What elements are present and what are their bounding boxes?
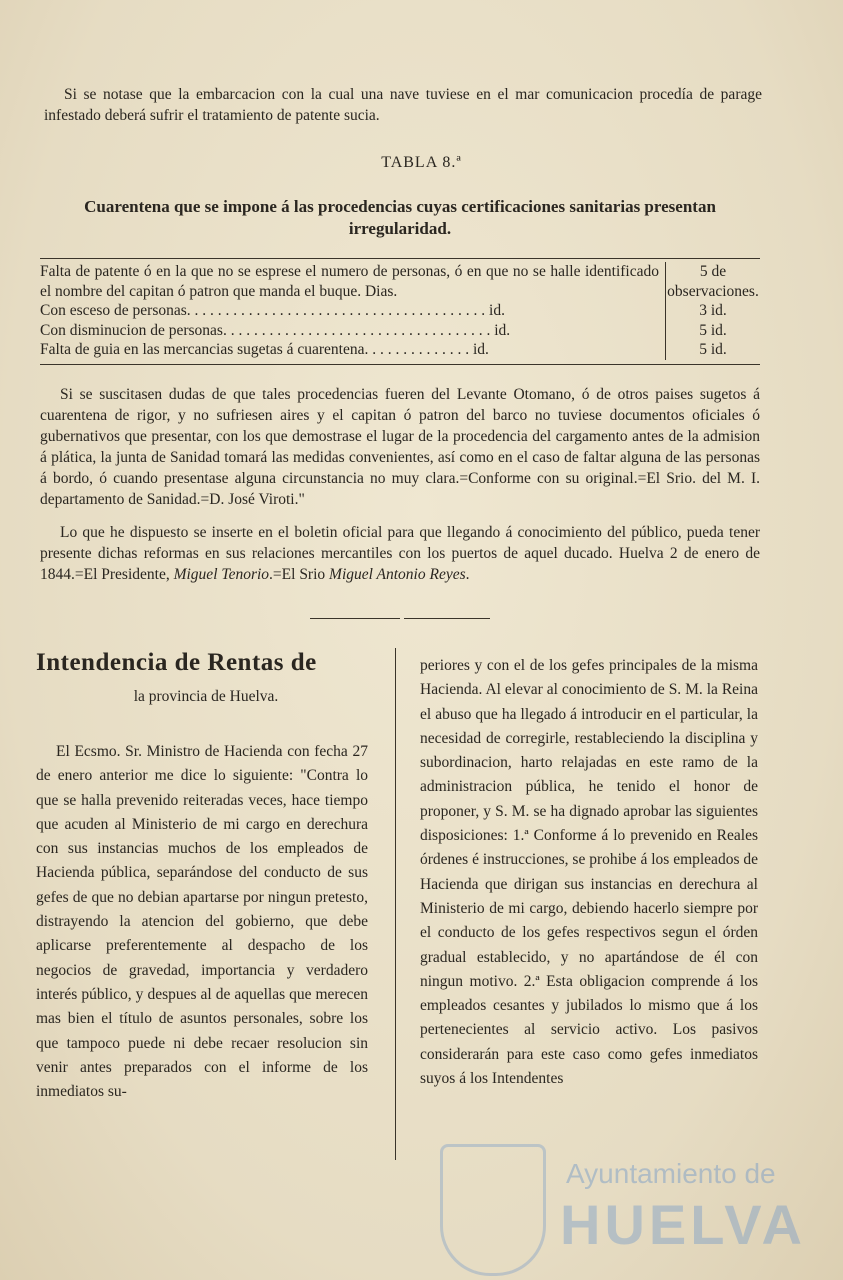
p2-mid: .=El Srio xyxy=(269,566,330,583)
president-name: Miguel Tenorio xyxy=(173,566,270,583)
row-value: 5 de observaciones. xyxy=(667,263,759,300)
table-row xyxy=(40,340,760,360)
secretary-name: Miguel Antonio Reyes xyxy=(329,566,466,583)
coat-of-arms-icon xyxy=(440,1144,546,1276)
body-paragraph-1: Si se suscitasen dudas de que tales procedencias fueren del Levante Otomano, ó de otros paises sugetos á cuarentena de rigor, y no sufriesen aires y el capitan ó patron del barco no tuviese documentos oficiales ó gubernativos que presentar, con los que demostrase el lugar de la procedencia del cargamento antes de la admision á plática, la junta de Sanidad tomará las medidas convenientes, así como en el caso de faltar alguna de las personas á bordo, ó cuando presentase alguna circunstancia no muy clara.=Conforme con su original.=El Srio. del M. I. departamento de Sanidad.=D. José Viroti." xyxy=(40,386,760,508)
row-value: 5 id. xyxy=(666,340,761,360)
row-value: 3 id. xyxy=(666,301,761,321)
watermark-line2: HUELVA xyxy=(560,1193,806,1256)
table-row xyxy=(40,301,760,321)
table-bottom-rule xyxy=(40,364,760,365)
watermark-line1: Ayuntamiento de xyxy=(566,1158,776,1189)
body-paragraph-2 xyxy=(40,522,760,585)
section-divider-right xyxy=(404,618,490,619)
intro-paragraph: Si se notase que la embarcacion con la cual una nave tuviese en el mar comunicacion procedía de parage infestado deberá sufrir el tratamiento de patente sucia. xyxy=(44,86,762,124)
row-description: Con esceso de personas. . . . . . . . . . . . . . . . . . . . . . . . . . . . . . . . . . . . . . . id. xyxy=(40,302,505,319)
tabla-heading: Cuarentena que se impone á las procedencias cuyas certificaciones sanitarias presentan irregularidad. xyxy=(84,197,716,238)
section-divider-left xyxy=(310,618,400,619)
table-row xyxy=(40,321,760,341)
p2-end: . xyxy=(465,566,470,583)
row-description: Con disminucion de personas. . . . . . . . . . . . . . . . . . . . . . . . . . . . . . . . . . . id. xyxy=(40,321,511,339)
intendencia-subheading: la provincia de Huelva. xyxy=(133,688,279,705)
table-top-rule xyxy=(40,258,760,259)
intendencia-heading: Intendencia de Rentas de xyxy=(36,649,317,676)
row-description: Falta de guia en las mercancias sugetas á cuarentena. . . . . . . . . . . . . . id. xyxy=(40,341,489,358)
archive-watermark xyxy=(440,1140,820,1270)
quarantine-table xyxy=(40,262,760,360)
row-description: Falta de patente ó en la que no se esprese el numero de personas, ó en que no se halle identificado el nombre del capitan ó patron que manda el buque. Dias. xyxy=(40,263,659,300)
row-value: 5 id. xyxy=(666,321,761,341)
p2-start: Lo que he dispuesto se inserte en el boletin oficial para que llegando á conocimiento del público, pueda tener presente dichas reformas en sus relaciones mercantiles con los puertos de aquel ducado. Huelva 2 de enero de 1844.=El Presidente, xyxy=(40,524,760,583)
column-divider xyxy=(395,648,396,1160)
left-column-text: El Ecsmo. Sr. Ministro de Hacienda con fecha 27 de enero anterior me dice lo siguiente: "Contra lo que se halla prevenido reiteradas veces, hace tiempo que acuden al Ministerio de mi cargo en derechura con sus instancias muchos de los empleados de Hacienda pública, separándose del conducto de sus gefes de que no debian apartarse por ningun pretesto, distrayendo la atencion del gobierno, que debe aplicarse preferentemente al despacho de los negocios de gravedad, importancia y verdadero interés público, y despues al de aquellas que merecen mas bien el título de asuntos personales, sobre los que tampoco puede ni debe recaer resolucion sin venir antes preparados con el informe de los inmediatos su- xyxy=(36,743,368,1101)
tabla-title: TABLA 8.ª xyxy=(381,154,462,171)
table-row xyxy=(40,262,760,301)
right-column-text: periores y con el de los gefes principales de la misma Hacienda. Al elevar al conocimiento de S. M. la Reina el abuso que ha llegado á introducir en el particular, la necesidad de corregirle, restableciendo la disciplina y subordinacion, harto relajadas en este ramo de la administracion pública, he tenido el honor de proponer, y S. M. se ha dignado aprobar las siguientes disposiciones: 1.ª Conforme á lo prevenido en Reales órdenes é instrucciones, se prohibe á los empleados de Hacienda que dirigan sus instancias en derechura al Ministerio de mi cargo, debiendo hacerlo siempre por el conducto de los gefes respectivos segun el órden gradual establecido, y no apartándose de él con ningun motivo. 2.ª Esta obligacion comprende á los empleados cesantes y jubilados lo mismo que á los pertenecientes al servicio activo. Los pasivos considerarán para este caso como gefes inmediatos suyos á los Intendentes xyxy=(420,657,758,1088)
